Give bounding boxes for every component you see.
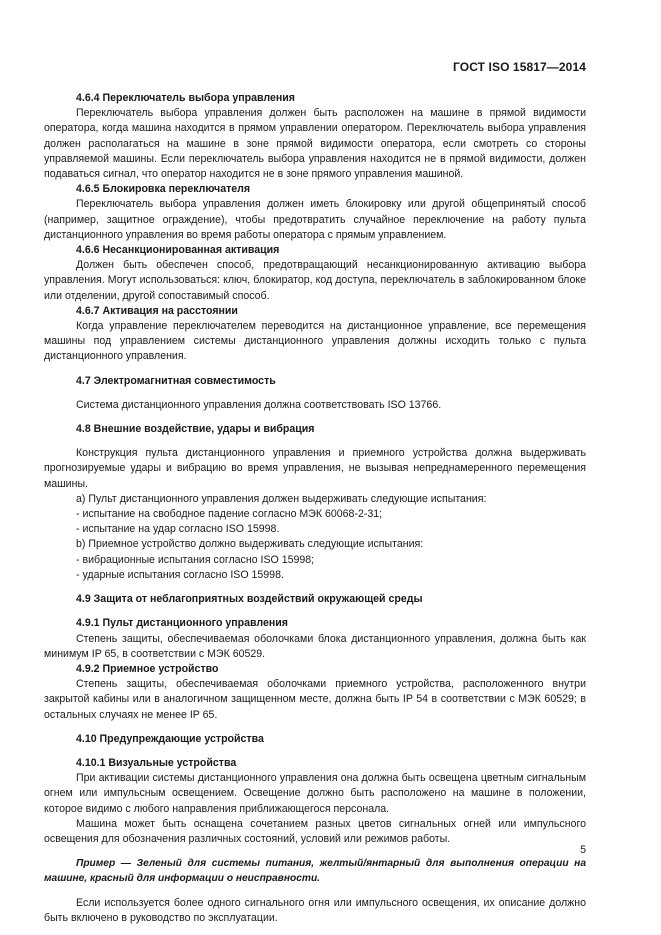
paragraph: Если используется более одного сигнального огня или импульсного освещения, их описание должно быть включено в руководство по эксплуатации. bbox=[44, 896, 586, 924]
paragraph: Переключатель выбора управления должен быть расположен на машине в прямой видимости оператора, когда машина находится в прямом управлении оператором. Переключатель выбора управления должен располагаться на машине в зоне прямой видимости оператора, если смотреть со стороны управляемой машины. Если переключатель выбора управления находится не в прямой видимости, должен подаваться сигнал, что оператор находится не в зоне прямого управления машиной. bbox=[44, 107, 586, 181]
paragraph: Переключатель выбора управления должен иметь блокировку или другой общепринятый способ (например, защитное ограждение), чтобы предотвратить случайное переключение на работу пульта дистанционного управления во время работы оператора с прямым управлением. bbox=[44, 198, 586, 241]
list-item: - ударные испытания согласно ISO 15998. bbox=[76, 568, 284, 581]
spacer bbox=[44, 389, 586, 398]
paragraph: Степень защиты, обеспечиваемая оболочками блока дистанционного управления, должна быть как минимум IP 65, в соответствии с МЭК 60529. bbox=[44, 632, 586, 660]
section-heading: 4.8 Внешние воздействие, удары и вибрация bbox=[76, 423, 315, 436]
document-id-header: ГОСТ ISO 15817—2014 bbox=[453, 60, 586, 74]
section-heading: 4.7 Электромагнитная совместимость bbox=[76, 374, 276, 387]
section-heading: 4.6.5 Блокировка переключателя bbox=[76, 183, 251, 196]
section-heading: 4.10.1 Визуальные устройства bbox=[76, 756, 237, 769]
list-item: - испытание на свободное падение согласно МЭК 60068-2-31; bbox=[76, 508, 383, 521]
list-item: b) Приемное устройство должно выдерживать следующие испытания: bbox=[76, 538, 424, 551]
section-heading: 4.10 Предупреждающие устройства bbox=[76, 732, 264, 745]
spacer bbox=[44, 413, 586, 422]
list-item: - вибрационные испытания согласно ISO 15998; bbox=[76, 553, 315, 566]
section-heading: 4.6.7 Активация на расстоянии bbox=[76, 304, 238, 317]
spacer bbox=[44, 723, 586, 732]
section-heading: 4.6.4 Переключатель выбора управления bbox=[76, 92, 295, 104]
spacer bbox=[44, 583, 586, 592]
document-body bbox=[44, 91, 586, 926]
section-heading: 4.9.1 Пульт дистанционного управления bbox=[76, 617, 288, 630]
paragraph: Система дистанционного управления должна соответствовать ISO 13766. bbox=[76, 398, 442, 411]
paragraph: Когда управление переключателем переводится на дистанционное управление, все перемещения машины под управлением системы дистанционного управления должны исходить только с пульта дистанционного управления. bbox=[44, 320, 586, 363]
spacer bbox=[44, 607, 586, 616]
list-item: - испытание на удар согласно ISO 15998. bbox=[76, 523, 280, 536]
paragraph: Машина может быть оснащена сочетанием разных цветов сигнальных огней или импульсного освещения для обозначения различных состояний, условий или режимов работы. bbox=[44, 817, 586, 845]
spacer bbox=[44, 887, 586, 896]
section-heading: 4.9.2 Приемное устройство bbox=[76, 662, 219, 675]
section-heading: 4.6.6 Несанкционированная активация bbox=[76, 244, 280, 257]
paragraph: Должен быть обеспечен способ, предотвращающий несанкционированную активацию выбора управления. Могут использоваться: ключ, блокиратор, код доступа, переключатель в заблокированном блоке или отделении, другой сопоставимый способ. bbox=[44, 259, 586, 302]
page-number: 5 bbox=[580, 844, 586, 856]
paragraph: Степень защиты, обеспечиваемая оболочками приемного устройства, расположенного внутри закрытой кабины или в аналогичном защищенном месте, должна быть IP 54 в соответствии с МЭК 60529; в остальных случаях не менее IP 65. bbox=[44, 678, 586, 721]
spacer bbox=[44, 437, 586, 446]
paragraph: При активации системы дистанционного управления она должна быть освещена цветным сигнальным огнем или импульсным освещением. Освещение должно быть расположено на машине в положении, которое видимо с любого направления приближающегося персонала. bbox=[44, 772, 586, 815]
section-heading: 4.9 Защита от неблагоприятных воздействий окружающей среды bbox=[76, 593, 423, 606]
list-item: a) Пульт дистанционного управления должен выдерживать следующие испытания: bbox=[76, 492, 487, 505]
spacer bbox=[44, 747, 586, 756]
paragraph: Конструкция пульта дистанционного управления и приемного устройства должна выдерживать прогнозируемые удары и вибрацию во время управления, не вызывая непреднамеренного перемещения машины. bbox=[44, 447, 586, 490]
example-note: Пример — Зеленый для системы питания, желтый/янтарный для выполнения операции на машине, красный для информации о неисправности. bbox=[44, 858, 586, 885]
spacer bbox=[44, 365, 586, 374]
spacer bbox=[44, 847, 586, 856]
